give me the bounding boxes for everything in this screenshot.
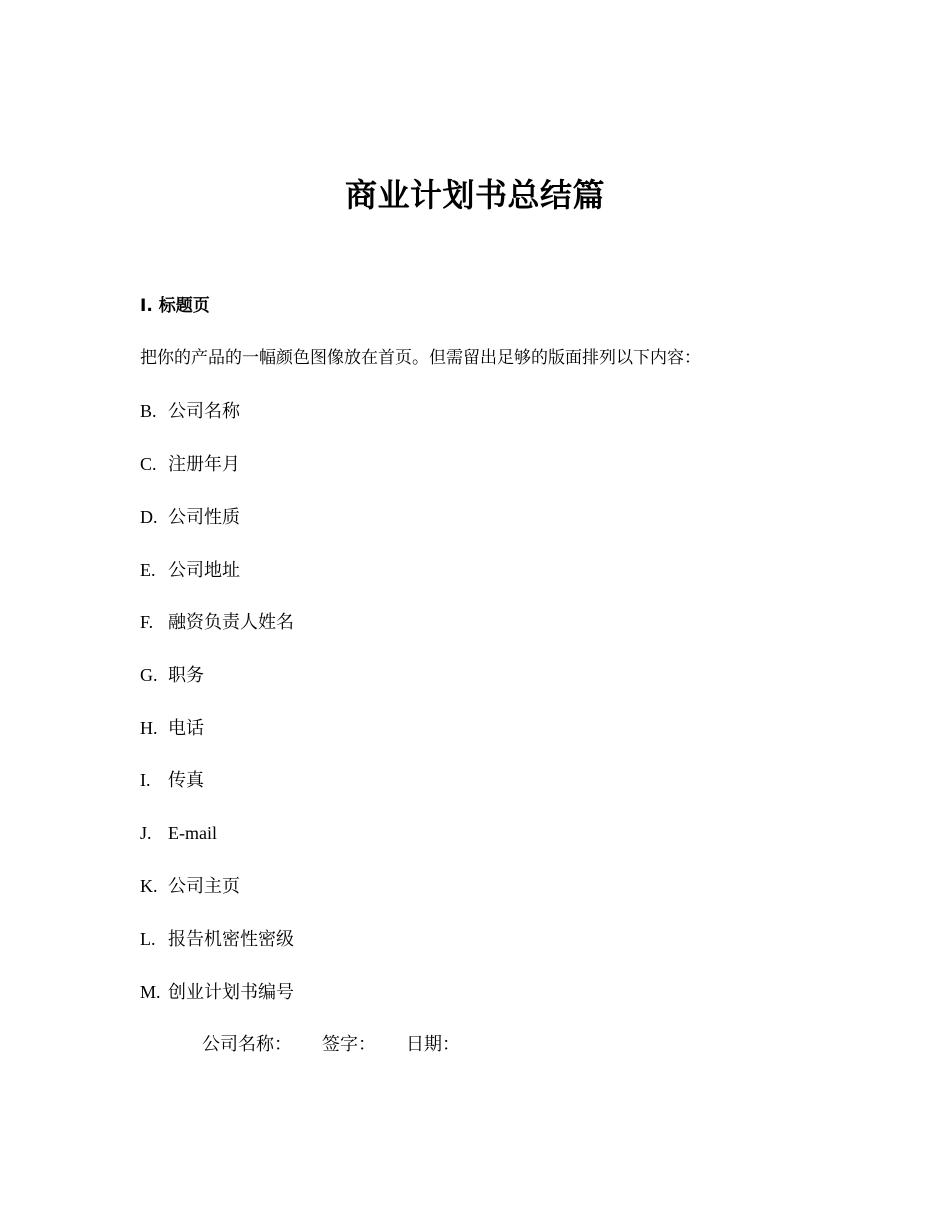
list-item	[140, 821, 217, 845]
list-item	[140, 452, 240, 476]
list-item	[140, 874, 240, 898]
list-item-text: 融资负责人姓名	[168, 612, 294, 632]
list-item-letter: F.	[140, 612, 154, 632]
list-item-letter: G.	[140, 665, 158, 685]
list-item-letter: J.	[140, 823, 152, 843]
list-item	[140, 558, 240, 582]
list-item-text: 传真	[168, 770, 204, 790]
list-item	[140, 505, 240, 529]
signature-company-label: 公司名称：	[202, 1034, 292, 1054]
list-item-letter: K.	[140, 876, 158, 896]
list-item-text: 公司性质	[168, 507, 240, 527]
list-item-letter: B.	[140, 401, 157, 421]
list-item-letter: I.	[140, 770, 151, 790]
signature-date-label: 日期：	[406, 1034, 460, 1054]
list-item-text: 公司主页	[168, 876, 240, 896]
list-item-text: E-mail	[168, 823, 217, 843]
list-item-text: 公司名称	[168, 401, 240, 421]
list-item-letter: M.	[140, 982, 161, 1002]
signature-sign-label: 签字：	[322, 1034, 376, 1054]
list-item-letter: C.	[140, 454, 157, 474]
list-item-text: 电话	[168, 718, 204, 738]
intro-paragraph: 把你的产品的一幅颜色图像放在首页。但需留出足够的版面排列以下内容：	[140, 348, 701, 368]
list-item	[140, 980, 294, 1004]
list-item-letter: D.	[140, 507, 158, 527]
list-item	[140, 663, 204, 687]
list-item-text: 报告机密性密级	[168, 929, 294, 949]
list-item	[140, 927, 294, 951]
list-item	[140, 716, 204, 740]
section-heading-title-page: Ⅰ. 标题页	[140, 296, 210, 316]
list-item-text: 职务	[168, 665, 204, 685]
signature-line	[202, 1032, 460, 1056]
list-item	[140, 768, 204, 792]
list-item-text: 公司地址	[168, 560, 240, 580]
list-item	[140, 610, 294, 634]
list-item-text: 创业计划书编号	[168, 982, 294, 1002]
list-item-letter: H.	[140, 718, 158, 738]
list-item-text: 注册年月	[168, 454, 240, 474]
list-item-letter: L.	[140, 929, 156, 949]
list-item	[140, 399, 240, 423]
page-title: 商业计划书总结篇	[344, 176, 605, 214]
list-item-letter: E.	[140, 560, 156, 580]
